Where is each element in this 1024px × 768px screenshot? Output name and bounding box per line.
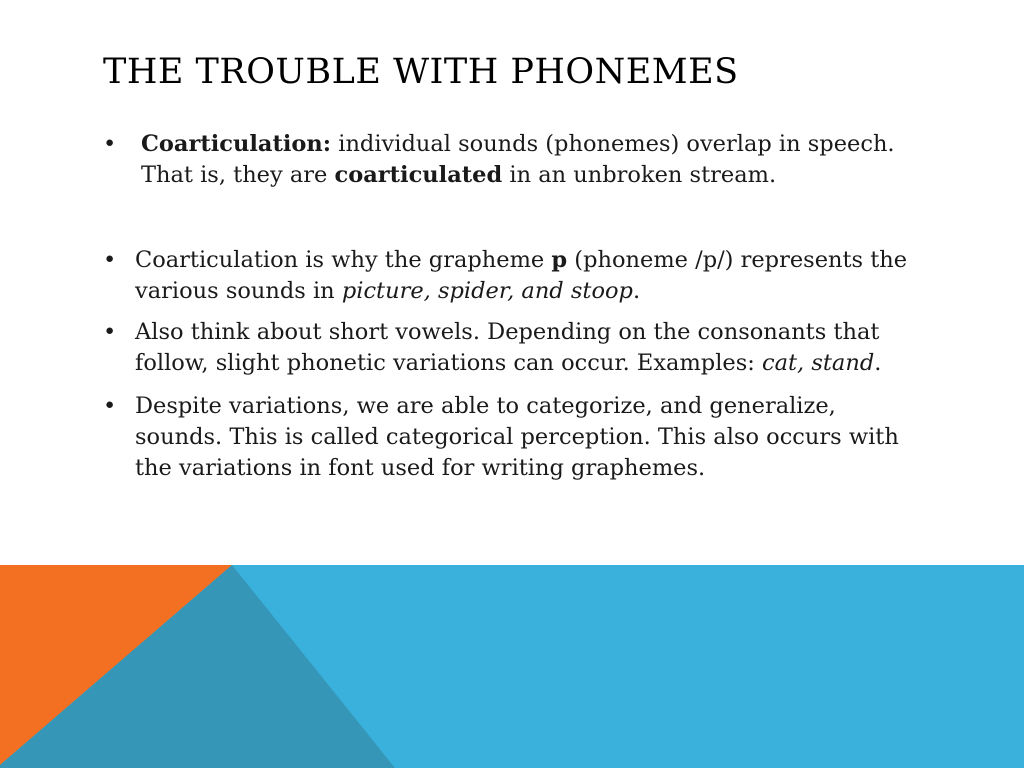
text-run: in an unbroken stream. — [502, 162, 777, 188]
bullet-marker: • — [103, 319, 117, 345]
text-run: cat, stand — [761, 350, 875, 376]
text-run: individual sounds (phonemes) overlap in speech. That is, they are — [141, 131, 895, 188]
bullet-text — [135, 317, 923, 379]
decorative-footer-band — [0, 565, 1024, 768]
bullet-item — [103, 391, 923, 484]
text-run: p — [551, 247, 568, 273]
text-run: Despite variations, we are able to categorize, and generalize, sounds. This is called categorical perception. This also occurs with the variations in font used for writing graphemes. — [135, 393, 899, 481]
bullet-item — [103, 245, 923, 307]
bullet-text — [135, 391, 923, 484]
text-run: (phoneme /p/) represents the various sounds in — [135, 247, 908, 304]
slide-title: THE TROUBLE WITH PHONEMES — [103, 52, 739, 92]
bullet-text — [135, 245, 923, 307]
bullet-marker: • — [103, 131, 117, 157]
bullet-marker: • — [103, 247, 117, 273]
bullet-item — [103, 317, 923, 379]
bullet-item — [103, 129, 923, 191]
text-run: Coarticulation is why the grapheme — [135, 247, 552, 273]
text-run: coarticulated — [334, 162, 503, 188]
text-run: picture, spider, and stoop — [341, 278, 633, 304]
text-run: . — [632, 278, 641, 304]
bullet-marker: • — [103, 393, 117, 419]
text-run: Coarticulation: — [141, 131, 332, 157]
bullet-text — [141, 129, 923, 191]
text-run: . — [874, 350, 882, 376]
text-run: Also think about short vowels. Depending on the consonants that follow, slight phonetic variations can occur. Examples: — [135, 319, 880, 376]
